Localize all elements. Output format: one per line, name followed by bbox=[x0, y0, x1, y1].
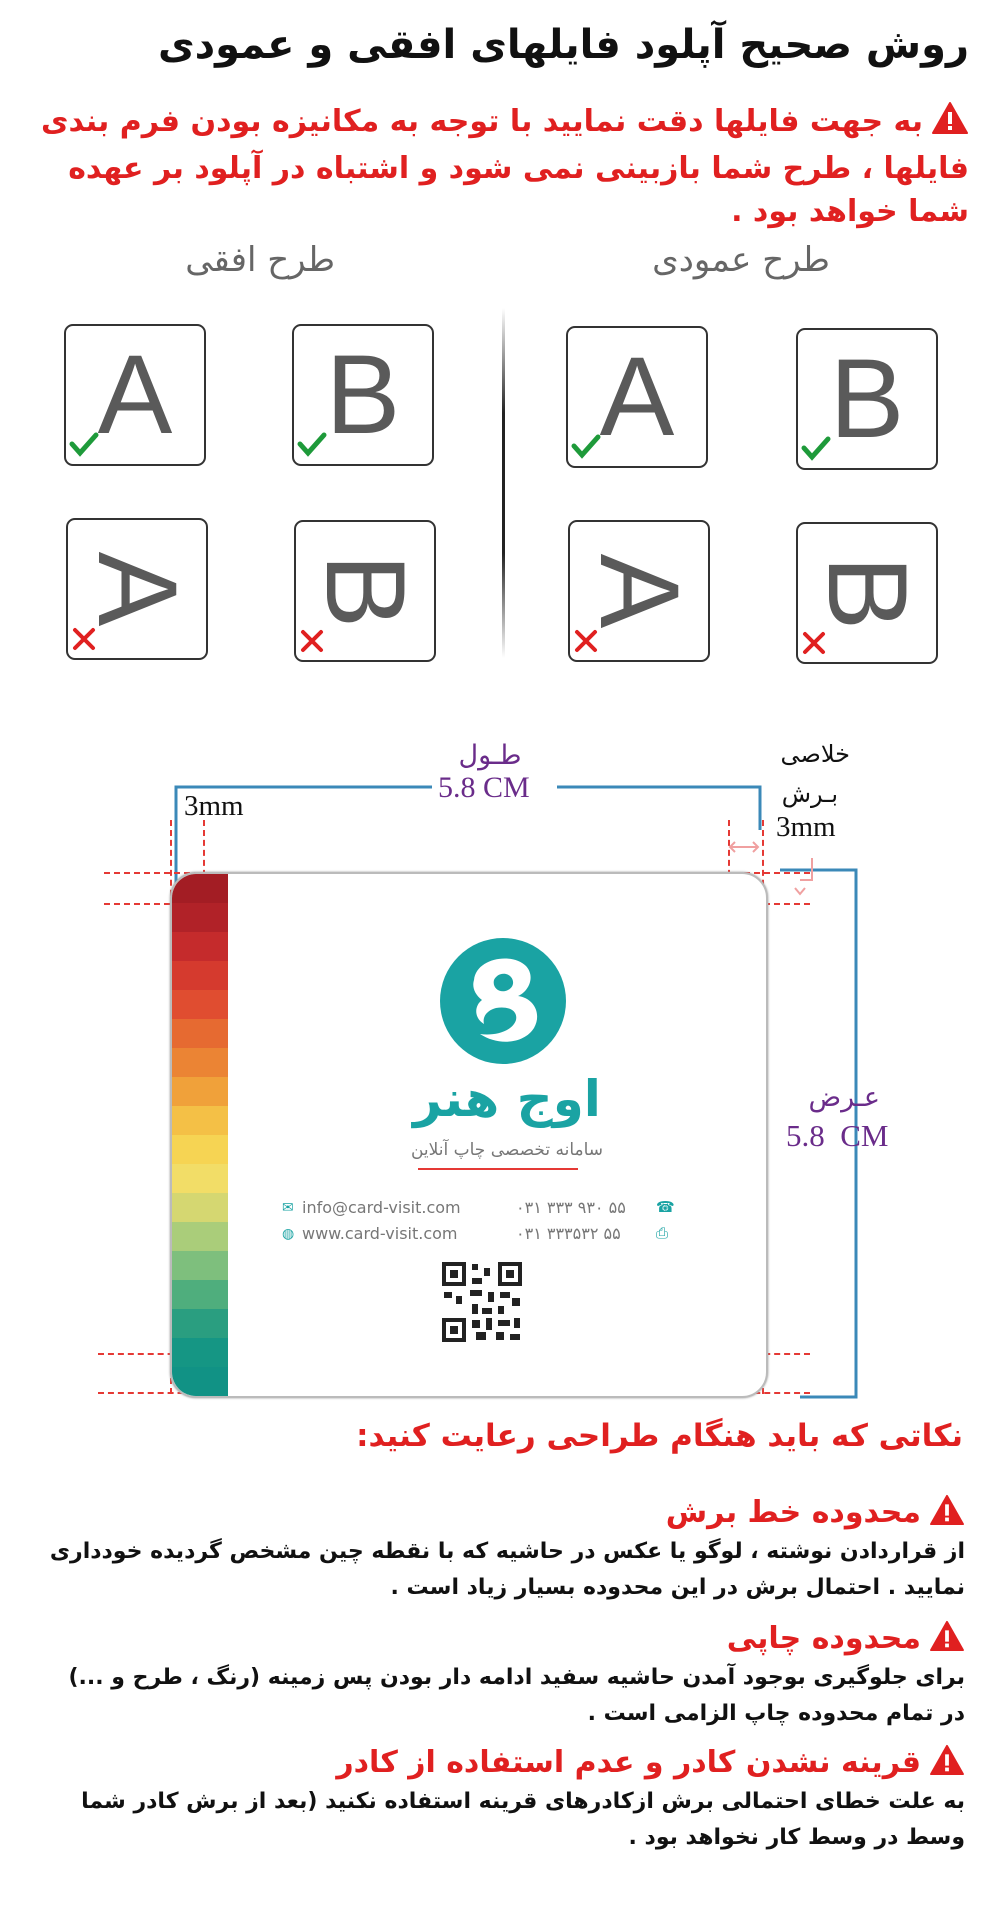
tile-vertical-a-correct bbox=[566, 326, 708, 468]
trim-label-2: بـرش bbox=[781, 780, 838, 808]
left-margin-value: 3mm bbox=[184, 790, 244, 822]
color-strip-band bbox=[172, 990, 228, 1020]
color-strip-band bbox=[172, 874, 228, 904]
warning-icon bbox=[929, 1494, 965, 1534]
check-icon bbox=[69, 428, 99, 462]
note-print-area bbox=[40, 1620, 965, 1732]
check-icon bbox=[571, 430, 601, 464]
trim-value: 3mm bbox=[776, 811, 836, 843]
color-strip-band bbox=[172, 1222, 228, 1252]
cross-icon bbox=[801, 630, 827, 660]
color-strip-band bbox=[172, 1048, 228, 1078]
length-value: 5.8 CM bbox=[438, 771, 530, 804]
phone-icon: ☎ bbox=[656, 1198, 675, 1216]
column-divider bbox=[502, 308, 505, 658]
tile-horizontal-a-wrong bbox=[66, 518, 208, 660]
note-title: قرینه نشدن کادر و عدم استفاده از کادر bbox=[336, 1745, 921, 1780]
check-icon bbox=[801, 432, 831, 466]
tile-vertical-b-correct bbox=[796, 328, 938, 470]
color-strip-band bbox=[172, 961, 228, 991]
tile-vertical-b-wrong bbox=[796, 522, 938, 664]
page-title: روش صحیح آپلود فایلهای افقی و عمودی bbox=[157, 22, 969, 68]
tagline-underline bbox=[418, 1168, 578, 1170]
note-title: محدوده خط برش bbox=[665, 1495, 921, 1530]
tile-letter: B bbox=[805, 555, 930, 631]
color-strip-band bbox=[172, 1077, 228, 1107]
color-strip-band bbox=[172, 1135, 228, 1165]
note-frame bbox=[40, 1744, 965, 1856]
sample-business-card bbox=[170, 872, 768, 1398]
width-value: 5.8 CM bbox=[786, 1118, 889, 1153]
color-strip-band bbox=[172, 1338, 228, 1368]
tile-horizontal-a-correct bbox=[64, 324, 206, 466]
color-strip-band bbox=[172, 1309, 228, 1339]
color-strip-band bbox=[172, 1251, 228, 1281]
upload-warning-text: به جهت فایلها دقت نمایید با توجه به مکانیزه بودن فرم بندی فایلها ، طرح شما بازبینی نمی شود و اشتباه در آپلود بر عهده شما خواهد بود . bbox=[40, 104, 969, 229]
color-strip-band bbox=[172, 1164, 228, 1194]
warning-icon bbox=[929, 1744, 965, 1784]
tile-horizontal-b-correct bbox=[292, 324, 434, 466]
tile-letter: B bbox=[303, 553, 428, 629]
mail-icon: ✉ bbox=[282, 1200, 294, 1216]
color-strip-band bbox=[172, 903, 228, 933]
tile-letter: A bbox=[97, 332, 173, 457]
tile-letter: B bbox=[829, 336, 905, 461]
width-label: عـرض bbox=[808, 1082, 880, 1113]
vertical-design-heading: طرح عمودی bbox=[652, 240, 830, 280]
color-strip-band bbox=[172, 1367, 228, 1396]
note-body: برای جلوگیری بوجود آمدن حاشیه سفید ادامه دار بودن پس زمینه (رنگ ، طرح و ...) در تمام محدوده چاپ الزامی است . bbox=[68, 1665, 965, 1726]
website-text: www.card-visit.com bbox=[302, 1224, 458, 1243]
color-strip-band bbox=[172, 932, 228, 962]
horizontal-design-heading: طرح افقی bbox=[185, 240, 335, 280]
brand-tagline: سامانه تخصصی چاپ آنلاین bbox=[410, 1140, 604, 1160]
color-strip-band bbox=[172, 1280, 228, 1310]
fax-text: ۰۳۱ ۳۳۳۵۳۲ ۵۵ bbox=[516, 1224, 621, 1243]
cross-icon bbox=[573, 628, 599, 658]
trim-label-1: خلاصی bbox=[780, 740, 850, 768]
brand-logo bbox=[438, 936, 568, 1070]
tile-horizontal-b-wrong bbox=[294, 520, 436, 662]
tile-letter: B bbox=[325, 332, 401, 457]
upload-warning bbox=[36, 100, 969, 233]
color-strip-band bbox=[172, 1019, 228, 1049]
note-cut-area bbox=[40, 1494, 965, 1606]
tile-vertical-a-wrong bbox=[568, 520, 710, 662]
check-icon bbox=[297, 428, 327, 462]
tile-letter: A bbox=[599, 334, 675, 459]
cross-icon bbox=[71, 626, 97, 656]
note-body: به علت خطای احتمالی برش ازکادرهای قرینه استفاده نکنید (بعد از برش کادر شما وسط در وسط کار نخواهد بود . bbox=[81, 1789, 965, 1850]
color-strip-band bbox=[172, 1106, 228, 1136]
cross-icon bbox=[299, 628, 325, 658]
note-title: محدوده چاپی bbox=[726, 1621, 921, 1656]
notes-heading: نکاتی که باید هنگام طراحی رعایت کنید: bbox=[356, 1418, 963, 1454]
fax-icon: ⎙ bbox=[656, 1224, 669, 1242]
qr-code bbox=[442, 1262, 522, 1342]
brand-name: اوج هنر bbox=[413, 1070, 601, 1128]
color-strip bbox=[172, 874, 228, 1396]
warning-icon bbox=[929, 1620, 965, 1660]
length-label: طـول bbox=[458, 740, 522, 771]
phone-text: ۰۳۱ ۳۳۳ ۹۳۰ ۵۵ bbox=[516, 1198, 626, 1217]
warning-icon bbox=[931, 101, 969, 147]
tile-letter: A bbox=[75, 551, 200, 627]
note-body: از قراردادن نوشته ، لوگو یا عکس در حاشیه که با نقطه چین مشخص گردیده خودداری نمایید . احتمال برش در این محدوده بسیار زیاد است . bbox=[49, 1539, 965, 1600]
tile-letter: A bbox=[577, 553, 702, 629]
color-strip-band bbox=[172, 1193, 228, 1223]
globe-icon: ◍ bbox=[282, 1226, 295, 1242]
email-text: info@card-visit.com bbox=[302, 1198, 461, 1217]
